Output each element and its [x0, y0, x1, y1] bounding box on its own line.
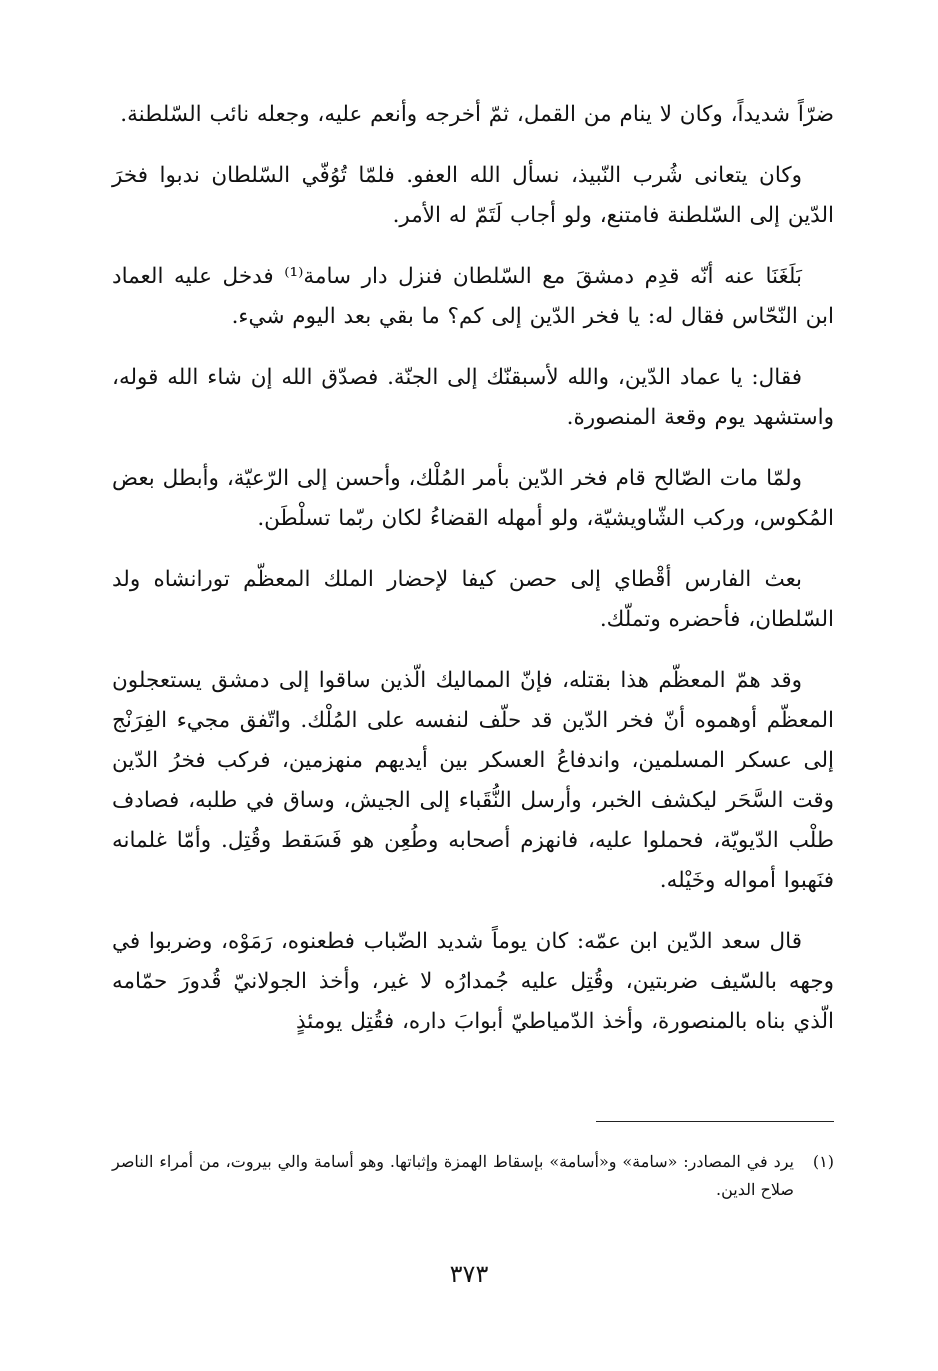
footnote	[112, 1148, 834, 1204]
paragraph-2: وكان يتعانى شُرب النّبيذ، نسأل الله العفو. فلمّا تُوُفّي السّلطان ندبوا فخرَ الدّين إلى السّلطنة فامتنع، ولو أجاب لَتَمّ له الأمر.	[112, 163, 834, 228]
footnote-divider	[596, 1121, 834, 1122]
paragraph-5: ولمّا مات الصّالح قام فخر الدّين بأمر المُلْك، وأحسن إلى الرّعيّة، وأبطل بعض المُكوس، وركب الشّاويشيّة، ولو أمهله القضاءُ لكان ربّما تسلْطَن.	[112, 466, 834, 531]
footnote-text: يرد في المصادر: «سامة» و«أسامة» بإسقاط الهمزة وإثباتها. وهو أسامة والي بيروت، من أمراء الناصر صلاح الدين.	[112, 1152, 794, 1199]
paragraph-8: قال سعد الدّين ابن عمّه: كان يوماً شديد الضّباب فطعنوه، رَمَوْه، وضربوا في وجهه بالسّيف ضربتين، وقُتِل عليه جُمدارُه لا غير، وأخذ الجولانيّ قُدورَ حمّامه الّذي بناه بالمنصورة، وأخذ الدّمياطيّ أبوابَ داره، فقُتِل يومئذٍ	[112, 929, 834, 1034]
page-body	[112, 95, 834, 1063]
paragraph-6: بعث الفارس أقْطاي إلى حصن كيفا لإحضار الملك المعظّم تورانشاه ولد السّلطان، فأحضره وتملّك.	[112, 567, 834, 632]
paragraph-1: ضرّاً شديداً، وكان لا ينام من القمل، ثمّ أخرجه وأنعم عليه، وجعله نائب السّلطنة.	[120, 102, 834, 127]
footnote-marker: (١)	[812, 1152, 834, 1171]
paragraph-7: وقد همّ المعظّم هذا بقتله، فإنّ المماليك الّذين ساقوا إلى دمشق يستعجلون المعظّم أوهموه أنّ فخر الدّين قد حلّف لنفسه على المُلْك. واتّفق مجيء الفِرَنْج إلى عسكر المسلمين، واندفاعُ العسكر بين أيديهم منهزمين، فركب فخرُ الدّين وقت السَّحَر ليكشف الخبر، وأرسل النُّقَباء إلى الجيش، وساق في طلبه، فصادف طلْب الدّيويّة، فحملوا عليه، فانهزم أصحابه وطُعِن هو فَسَقط وقُتِل. وأمّا غلمانه فنَهبوا أمواله وخَيْله.	[112, 668, 834, 893]
paragraph-3: بَلَغَنَا عنه أنّه قدِم دمشقَ مع السّلطان فنزل دار سامة⁽¹⁾ فدخل عليه العماد ابن النّحّاس فقال له: يا فخر الدّين إلى كم؟ ما بقي بعد اليوم شيء.	[112, 264, 834, 329]
paragraph-4: فقال: يا عماد الدّين، والله لأسبقنّك إلى الجنّة. فصدّق الله إن شاء الله قوله، واستشهد يوم وقعة المنصورة.	[112, 365, 834, 430]
page-number: ٣٧٣	[449, 1260, 489, 1288]
